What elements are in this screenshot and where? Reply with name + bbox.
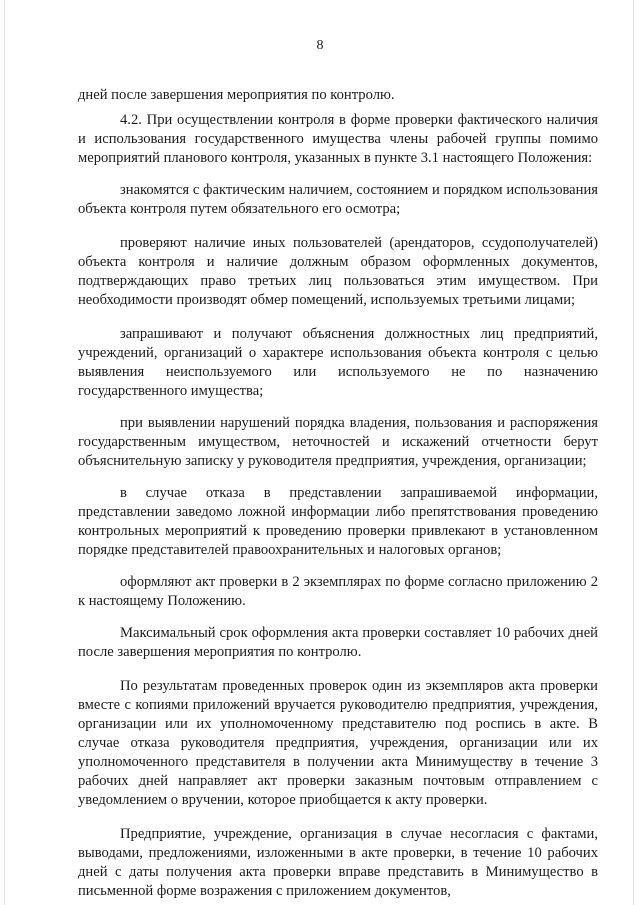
paragraph-inspection-item: в случае отказа в представлении запрашиваемой информации, представлении заведомо ложной информации либо препятствования проведению контрольных мероприятий к проведению проверки привлекают в установленном порядке представителей правоохранительных и налоговых органов;	[78, 485, 598, 558]
paragraph-inspection-item: при выявлении нарушений порядка владения, пользования и распоряжения государственным имуществом, неточностей и искажений отчетности берут объяснительную записку у руководителя предприятия, учреждения, организации;	[78, 415, 598, 469]
paragraph-section-4-2: 4.2. При осуществлении контроля в форме проверки фактического наличия и использования государственного имущества члены рабочей группы помимо мероприятий планового контроля, указанных в пункте 3.1 настоящего Положения:	[78, 112, 598, 166]
scan-edge-left	[4, 0, 5, 905]
paragraph-deadline: Максимальный срок оформления акта проверки составляет 10 рабочих дней после завершения мероприятия по контролю.	[78, 625, 598, 660]
paragraph-inspection-item: знакомятся с фактическим наличием, состоянием и порядком использования объекта контроля путем обязательного его осмотра;	[78, 182, 598, 217]
paragraph-continuation: дней после завершения мероприятия по контролю.	[78, 87, 395, 103]
paragraph-act-delivery: По результатам проведенных проверок один из экземпляров акта проверки вместе с копиями приложений вручается руководителю предприятия, учреждения, организации или их уполномоченному представителю под роспись в акте. В случае отказа руководителя предприятия, учреждения, организации или их уполномоченного представителя в получении акта Минимуществу в течение 3 рабочих дней направляет акт проверки заказным почтовым отправлением с уведомлением о вручении, которое приобщается к акту проверки.	[78, 678, 598, 808]
paragraph-inspection-item: проверяют наличие иных пользователей (арендаторов, ссудополучателей) объекта контроля и наличие должным образом оформленных документов, подтверждающих право третьих лиц пользоваться этим имуществом. При необходимости производят обмер помещений, используемых третьими лицами;	[78, 235, 598, 308]
paragraph-objections: Предприятие, учреждение, организация в случае несогласия с фактами, выводами, предложениями, изложенными в акте проверки, в течение 10 рабочих дней с даты получения акта проверки вправе представить в Минимущество в письменной форме возражения с приложением документов,	[78, 826, 598, 899]
document-body	[78, 86, 598, 901]
paragraph-inspection-item: оформляют акт проверки в 2 экземплярах по форме согласно приложению 2 к настоящему Положению.	[78, 574, 598, 609]
paragraph-inspection-item: запрашивают и получают объяснения должностных лиц предприятий, учреждений, организаций о характере использования объекта контроля с целью выявления неиспользуемого или используемого не по назначению государственного имущества;	[78, 326, 598, 399]
scan-edge-right	[633, 0, 634, 905]
page-number: 8	[316, 38, 324, 53]
